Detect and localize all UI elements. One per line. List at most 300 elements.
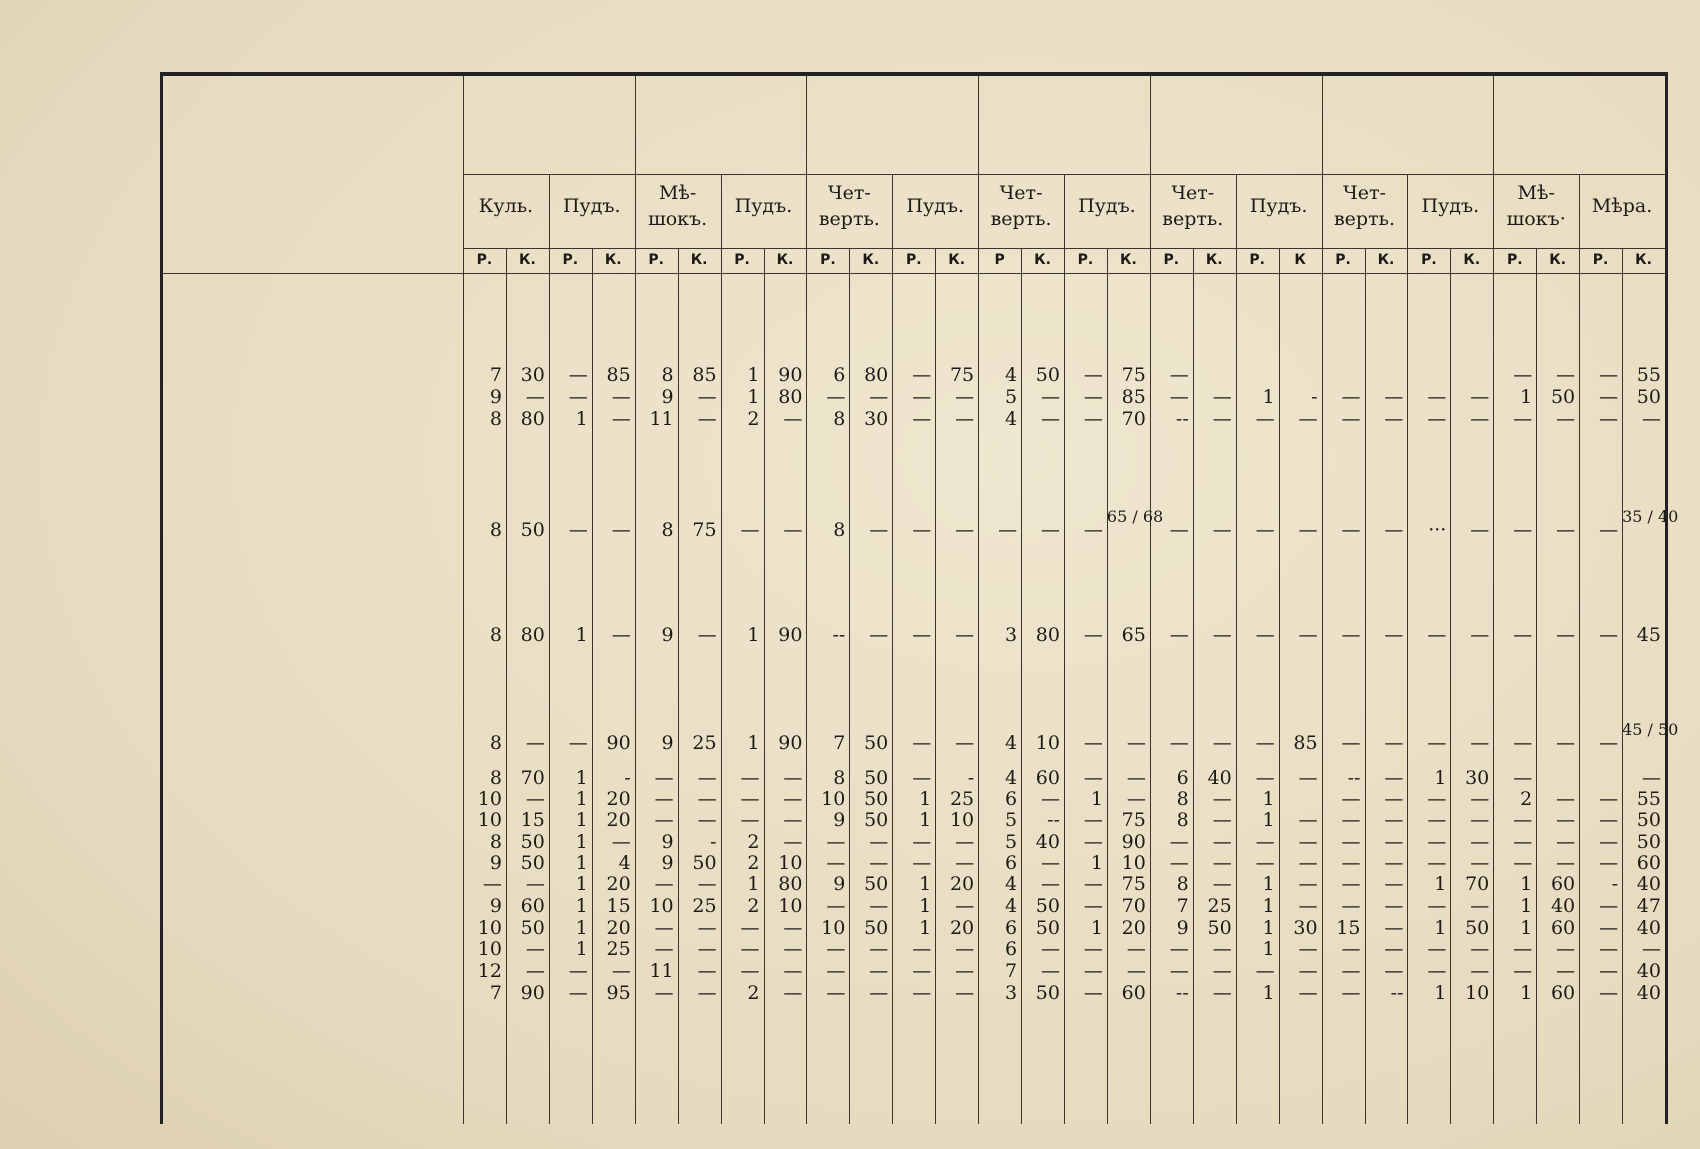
table-cell: — xyxy=(1298,408,1318,430)
table-cell: — xyxy=(1641,408,1661,430)
table-cell: — xyxy=(1341,831,1361,853)
table-cell: — xyxy=(1384,938,1404,960)
table-cell: — xyxy=(1040,519,1060,541)
table-cell: 10 xyxy=(949,809,975,831)
table-cell: — xyxy=(1470,852,1490,874)
table-cell: 95 xyxy=(606,982,631,1004)
table-cell: 70 xyxy=(1465,873,1490,895)
table-cell: 20 xyxy=(606,917,631,939)
table-cell: — xyxy=(912,624,932,646)
table-cell: — xyxy=(1384,917,1404,939)
table-cell: 30 xyxy=(520,364,545,386)
rk-label: Р. xyxy=(1163,252,1180,268)
table-cell: — xyxy=(697,873,717,895)
table-cell: — xyxy=(912,767,932,789)
rk-label: Р. xyxy=(905,252,922,268)
table-cell: 50 xyxy=(1035,895,1060,917)
table-cell: 2 xyxy=(747,895,760,917)
table-cell: — xyxy=(912,732,932,754)
table-cell: 1 xyxy=(575,917,588,939)
table-cell: 3 xyxy=(1004,624,1018,646)
table-cell: — xyxy=(1427,788,1447,810)
table-cell: — xyxy=(1255,732,1275,754)
table-cell: — xyxy=(955,408,975,430)
rk-label: К. xyxy=(862,252,880,268)
table-cell: — xyxy=(1083,982,1103,1004)
rk-label: К. xyxy=(1549,252,1567,268)
table-cell: — xyxy=(1513,831,1533,853)
table-cell: 9 xyxy=(489,852,502,874)
table-cell: 5 xyxy=(1004,386,1018,408)
table-cell: 8 xyxy=(833,408,846,430)
table-cell: — xyxy=(1427,809,1447,831)
table-cell: — xyxy=(1599,852,1619,874)
table-cell: — xyxy=(654,809,674,831)
table-cell: 50 xyxy=(1636,831,1661,853)
table-cell: — xyxy=(697,960,717,982)
table-cell: 8 xyxy=(1176,788,1189,810)
table-cell: — xyxy=(1083,767,1103,789)
rk-label: Р. xyxy=(1077,252,1094,268)
table-cell: — xyxy=(1384,767,1404,789)
table-cell: — xyxy=(697,809,717,831)
table-cell: 20 xyxy=(606,809,631,831)
table-cell: — xyxy=(1169,938,1189,960)
table-cell: 60 xyxy=(1636,852,1661,874)
table-cell: — xyxy=(482,873,502,895)
unit-title: Мѣра. xyxy=(1591,195,1653,217)
table-cell: 8 xyxy=(489,408,502,430)
table-cell: 50 xyxy=(864,767,889,789)
table-cell: — xyxy=(1298,519,1318,541)
table-cell: 2 xyxy=(747,852,760,874)
table-cell: — xyxy=(1513,364,1533,386)
rk-label: К. xyxy=(604,252,622,268)
table-cell: — xyxy=(1341,519,1361,541)
table-cell: — xyxy=(1556,960,1576,982)
table-cell: 50 xyxy=(1636,386,1661,408)
table-cell: 10 xyxy=(778,852,803,874)
table-cell: — xyxy=(1341,732,1361,754)
table-cell: 15 xyxy=(606,895,631,917)
table-cell: — xyxy=(955,852,975,874)
table-cell: 30 xyxy=(1465,767,1490,789)
table-cell: 7 xyxy=(489,364,502,386)
table-cell: 7 xyxy=(1004,960,1018,982)
table-cell: — xyxy=(1083,938,1103,960)
table-cell: — xyxy=(1083,873,1103,895)
table-cell: 4 xyxy=(618,852,631,874)
table-cell: — xyxy=(783,938,803,960)
table-cell: 8 xyxy=(661,519,674,541)
table-cell: 5 xyxy=(1004,831,1018,853)
table-cell: 25 xyxy=(692,895,717,917)
table-cell: — xyxy=(1556,938,1576,960)
table-cell: — xyxy=(1341,788,1361,810)
table-cell: 75 xyxy=(692,519,717,541)
table-cell: — xyxy=(1298,873,1318,895)
rk-label: Р. xyxy=(1506,252,1523,268)
table-cell: 60 xyxy=(1035,767,1060,789)
table-cell: 9 xyxy=(833,873,846,895)
table-cell: — xyxy=(1298,895,1318,917)
table-cell: — xyxy=(1126,767,1146,789)
table-cell: — xyxy=(1083,960,1103,982)
table-cell: 1 xyxy=(1434,917,1447,939)
table-cell: — xyxy=(1040,938,1060,960)
table-cell: — xyxy=(955,831,975,853)
table-cell: 25 xyxy=(1207,895,1232,917)
table-cell: 10 xyxy=(477,938,502,960)
rk-label: Р. xyxy=(820,252,836,268)
table-cell: 1 xyxy=(919,809,932,831)
table-cell: — xyxy=(1169,386,1189,408)
table-cell: — xyxy=(1255,767,1275,789)
table-cell: — xyxy=(826,895,846,917)
table-cell: 50 xyxy=(520,917,545,939)
table-cell: 2 xyxy=(747,982,760,1004)
table-cell: — xyxy=(1083,364,1103,386)
table-cell: 1 xyxy=(1520,386,1533,408)
rk-label: Р xyxy=(994,252,1005,268)
table-cell: — xyxy=(826,831,846,853)
table-cell: 9 xyxy=(1176,917,1189,939)
unit-title: Пудъ. xyxy=(1078,195,1136,217)
table-cell: — xyxy=(1556,809,1576,831)
table-cell: — xyxy=(1341,408,1361,430)
table-cell: 10 xyxy=(649,895,674,917)
table-cell: 2 xyxy=(747,831,760,853)
table-cell: 40 xyxy=(1035,831,1060,853)
table-cell: 85 xyxy=(692,364,717,386)
table-cell: — xyxy=(1212,960,1232,982)
table-cell: 11 xyxy=(649,960,674,982)
table-cell: — xyxy=(1470,960,1490,982)
table-cell: 1 xyxy=(575,873,588,895)
table-cell: 30 xyxy=(864,408,889,430)
unit-title: Пудъ. xyxy=(1249,195,1308,217)
table-cell: — xyxy=(1384,732,1404,754)
table-cell: — xyxy=(783,408,803,430)
table-cell: — xyxy=(1083,895,1103,917)
table-cell: — xyxy=(912,852,932,874)
table-cell: 1 xyxy=(1262,895,1275,917)
table-cell: 15 xyxy=(1336,917,1361,939)
table-cell: — xyxy=(525,873,545,895)
table-cell: — xyxy=(826,386,846,408)
table-cell: 10 xyxy=(821,788,846,810)
table-cell: — xyxy=(869,831,889,853)
table-cell: — xyxy=(783,809,803,831)
table-cell: — xyxy=(783,982,803,1004)
table-cell: — xyxy=(869,624,889,646)
table-cell: 1 xyxy=(1090,852,1103,874)
table-cell: — xyxy=(1556,408,1576,430)
table-cell: — xyxy=(826,938,846,960)
table-cell: — xyxy=(1298,852,1318,874)
table-cell: 1 xyxy=(575,767,588,789)
table-cell: 45 / 50 xyxy=(1622,720,1679,739)
table-cell: 1 xyxy=(747,873,760,895)
table-cell: — xyxy=(912,982,932,1004)
table-cell: 10 xyxy=(477,917,502,939)
table-cell: — xyxy=(1427,624,1447,646)
table-cell: — xyxy=(1470,809,1490,831)
table-cell: 20 xyxy=(949,917,975,939)
table-cell: — xyxy=(1083,519,1103,541)
table-cell: 80 xyxy=(778,386,803,408)
table-cell: - xyxy=(624,767,631,789)
table-cell: 75 xyxy=(949,364,975,386)
table-cell: 4 xyxy=(1004,895,1018,917)
table-cell: 1 xyxy=(575,408,588,430)
table-cell: — xyxy=(1641,938,1661,960)
rk-label: К. xyxy=(1205,252,1223,268)
table-cell: — xyxy=(1427,852,1447,874)
table-cell: - xyxy=(710,831,717,853)
table-cell: — xyxy=(1427,938,1447,960)
table-cell: 12 xyxy=(477,960,502,982)
table-cell: — xyxy=(1341,960,1361,982)
table-cell: 9 xyxy=(661,386,674,408)
table-cell: — xyxy=(826,982,846,1004)
table-cell: 6 xyxy=(1004,852,1018,874)
table-cell: — xyxy=(1599,809,1619,831)
table-cell: 55 xyxy=(1636,788,1661,810)
table-cell: 50 xyxy=(520,852,545,874)
table-cell: 10 xyxy=(821,917,846,939)
table-cell: — xyxy=(1470,938,1490,960)
table-cell: — xyxy=(869,852,889,874)
header-rule-bottom xyxy=(163,273,1665,274)
table-cell: 40 xyxy=(1636,917,1661,939)
table-cell: — xyxy=(1298,938,1318,960)
table-cell: 60 xyxy=(1550,982,1576,1004)
table-cell: — xyxy=(955,386,975,408)
table-cell: 10 xyxy=(477,809,502,831)
table-cell: 9 xyxy=(661,852,674,874)
table-cell: 80 xyxy=(864,364,889,386)
price-table xyxy=(160,72,1679,1124)
table-cell: 8 xyxy=(833,767,846,789)
unit-title: Пудъ. xyxy=(906,195,964,217)
table-cell: — xyxy=(1126,732,1146,754)
table-cell: — xyxy=(1212,788,1232,810)
table-cell: — xyxy=(1212,873,1232,895)
table-cell: — xyxy=(783,917,803,939)
table-cell: 50 xyxy=(1207,917,1232,939)
table-cell: — xyxy=(568,732,588,754)
table-cell: 8 xyxy=(833,519,846,541)
table-cell: — xyxy=(525,386,545,408)
table-cell: — xyxy=(740,767,760,789)
table-cell: 8 xyxy=(489,624,502,646)
unit-title: Куль. xyxy=(478,195,534,217)
table-cell: -- xyxy=(1047,809,1060,831)
table-cell: — xyxy=(611,519,631,541)
table-cell: — xyxy=(1384,408,1404,430)
table-cell: — xyxy=(568,982,588,1004)
table-cell: — xyxy=(955,960,975,982)
rk-label: Р. xyxy=(562,252,579,268)
table-cell: — xyxy=(1599,960,1619,982)
table-cell: 10 xyxy=(1121,852,1146,874)
table-cell: 6 xyxy=(1004,917,1018,939)
table-cell: — xyxy=(1083,624,1103,646)
rk-label: К. xyxy=(1635,252,1652,268)
table-cell: 20 xyxy=(606,873,631,895)
table-cell: — xyxy=(1298,982,1318,1004)
table-cell: — xyxy=(697,917,717,939)
table-cell: 1 xyxy=(919,895,932,917)
table-cell: — xyxy=(1341,938,1361,960)
table-cell: 9 xyxy=(833,809,846,831)
table-cell: — xyxy=(1255,852,1275,874)
table-cell: 1 xyxy=(1520,895,1533,917)
table-cell: 2 xyxy=(747,408,760,430)
table-cell: 9 xyxy=(661,624,674,646)
table-cell: — xyxy=(568,519,588,541)
table-cell: — xyxy=(1599,917,1619,939)
table-cell: — xyxy=(1470,732,1490,754)
rk-label: К. xyxy=(948,252,966,268)
table-cell: — xyxy=(1169,624,1189,646)
table-cell: — xyxy=(1169,831,1189,853)
table-cell: 90 xyxy=(606,732,631,754)
table-cell: — xyxy=(869,895,889,917)
table-cell: 50 xyxy=(1465,917,1490,939)
table-cell: 90 xyxy=(1121,831,1146,853)
table-cell: — xyxy=(740,788,760,810)
table-cell: — xyxy=(1040,852,1060,874)
table-cell: — xyxy=(1212,809,1232,831)
table-cell: - xyxy=(1311,386,1318,408)
table-cell: — xyxy=(1513,960,1533,982)
rk-label: Р. xyxy=(734,252,750,268)
table-cell: 10 xyxy=(1035,732,1060,754)
rk-label: К. xyxy=(776,252,794,268)
table-cell: — xyxy=(912,386,932,408)
table-cell: 25 xyxy=(949,788,975,810)
table-cell: — xyxy=(1427,386,1447,408)
table-cell: — xyxy=(1040,873,1060,895)
rk-label: К. xyxy=(519,252,536,268)
table-cell: 10 xyxy=(1465,982,1490,1004)
table-cell: 1 xyxy=(575,895,588,917)
table-cell: — xyxy=(912,960,932,982)
table-cell: 8 xyxy=(489,831,502,853)
table-cell: — xyxy=(654,767,674,789)
table-cell: 1 xyxy=(1520,982,1533,1004)
table-cell: — xyxy=(1384,831,1404,853)
table-cell: — xyxy=(1255,831,1275,853)
table-cell: — xyxy=(1255,624,1275,646)
table-cell: — xyxy=(697,788,717,810)
rk-label: К. xyxy=(690,252,708,268)
unit-title: Пудъ. xyxy=(1421,195,1480,217)
table-cell: — xyxy=(1298,831,1318,853)
table-cell: 70 xyxy=(520,767,545,789)
table-cell: 1 xyxy=(1262,938,1275,960)
table-cell: 1 xyxy=(919,873,932,895)
table-cell: 45 xyxy=(1636,624,1661,646)
table-cell: — xyxy=(783,960,803,982)
table-cell: — xyxy=(1599,408,1619,430)
table-cell: 65 xyxy=(1121,624,1146,646)
table-cell: — xyxy=(998,519,1018,541)
table-cell: — xyxy=(654,917,674,939)
table-cell: — xyxy=(1470,386,1490,408)
table-cell: — xyxy=(611,960,631,982)
table-cell: — xyxy=(955,519,975,541)
table-cell: 7 xyxy=(1176,895,1189,917)
table-cell: 85 xyxy=(1293,732,1318,754)
table-cell: — xyxy=(1169,364,1189,386)
table-cell: -- xyxy=(1347,767,1361,789)
table-cell: — xyxy=(1083,831,1103,853)
table-cell: — xyxy=(1169,960,1189,982)
table-cell: 90 xyxy=(520,982,545,1004)
table-cell: 7 xyxy=(489,982,502,1004)
table-cell: — xyxy=(1427,960,1447,982)
table-cell: 40 xyxy=(1636,960,1661,982)
table-cell: — xyxy=(611,386,631,408)
table-cell: — xyxy=(1212,408,1232,430)
table-cell: — xyxy=(1556,852,1576,874)
table-cell: — xyxy=(1083,732,1103,754)
table-cell: 1 xyxy=(1434,767,1447,789)
unit-title: Чет- верть. xyxy=(990,182,1052,230)
table-cell: — xyxy=(740,519,760,541)
table-cell: — xyxy=(1255,519,1275,541)
table-cell: — xyxy=(568,364,588,386)
table-cell: 1 xyxy=(1262,386,1275,408)
table-cell: 40 xyxy=(1550,895,1576,917)
table-cell: 1 xyxy=(1520,873,1533,895)
table-cell: — xyxy=(1255,408,1275,430)
table-cell: 50 xyxy=(864,809,889,831)
table-cell: — xyxy=(525,732,545,754)
table-cell: 20 xyxy=(949,873,975,895)
unit-title: Чет- верть. xyxy=(1162,182,1224,230)
table-cell: - xyxy=(1611,873,1619,895)
table-cell: -- xyxy=(1175,408,1189,430)
table-cell: 47 xyxy=(1636,895,1661,917)
table-cell: — xyxy=(869,960,889,982)
table-cell: — xyxy=(697,982,717,1004)
table-cell: 20 xyxy=(606,788,631,810)
rk-label: Р. xyxy=(476,252,493,268)
table-cell: — xyxy=(1126,938,1146,960)
table-cell: — xyxy=(783,831,803,853)
table-cell: 11 xyxy=(649,408,674,430)
table-cell: — xyxy=(955,624,975,646)
table-cell: — xyxy=(1641,767,1661,789)
table-cell: — xyxy=(697,624,717,646)
table-cell: — xyxy=(1040,960,1060,982)
table-cell: 90 xyxy=(778,364,803,386)
table-cell: — xyxy=(1040,386,1060,408)
table-cell: 50 xyxy=(520,519,545,541)
table-cell: 50 xyxy=(1035,917,1060,939)
table-cell: — xyxy=(1513,519,1533,541)
table-cell: 25 xyxy=(606,938,631,960)
table-cell: 50 xyxy=(864,788,889,810)
table-cell: — xyxy=(1212,831,1232,853)
table-cell: — xyxy=(525,788,545,810)
rk-label: Р. xyxy=(1592,252,1609,268)
table-cell: — xyxy=(955,982,975,1004)
